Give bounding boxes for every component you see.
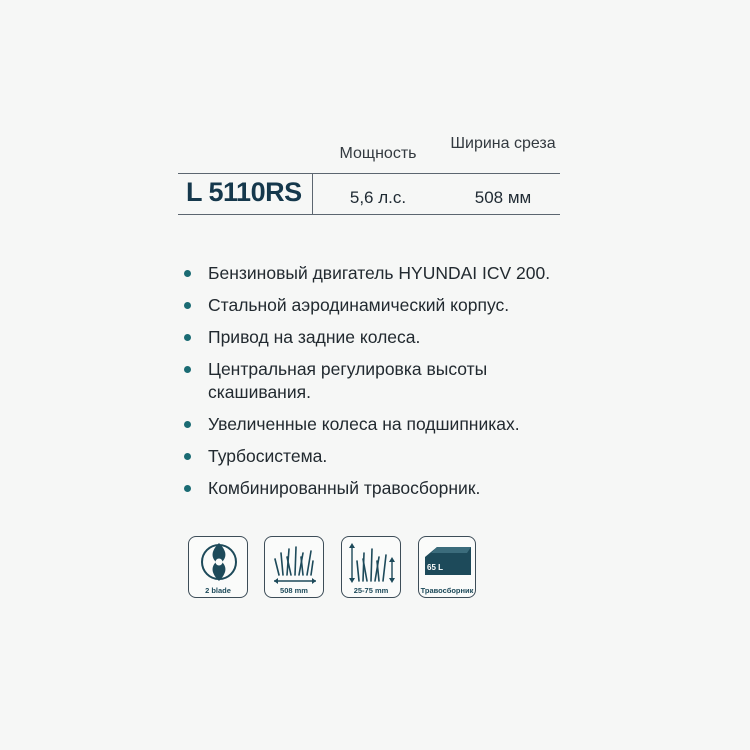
- list-item: [182, 358, 582, 404]
- cut-width-badge: [264, 536, 324, 598]
- grass-box-icon: [419, 537, 477, 587]
- table-divider-vertical: [312, 173, 313, 214]
- feature-text: Комбинированный травосборник.: [208, 478, 481, 498]
- grass-width-icon: [265, 537, 325, 587]
- bullet-icon: [184, 485, 191, 492]
- power-header: Мощность: [339, 145, 417, 162]
- feature-list: [182, 262, 582, 509]
- feature-icons: [188, 536, 488, 602]
- cut-height-caption: 25-75 mm: [353, 586, 389, 595]
- bullet-icon: [184, 334, 191, 341]
- grass-height-icon: [342, 537, 402, 587]
- power-value: 5,6 л.с.: [349, 188, 407, 207]
- feature-text: Бензиновый двигатель HYUNDAI ICV 200.: [208, 263, 551, 283]
- cut-width-header: Ширина среза: [450, 135, 556, 152]
- blade-badge: [188, 536, 248, 598]
- blade-icon: [189, 537, 249, 587]
- bullet-icon: [184, 302, 191, 309]
- bullet-icon: [184, 453, 191, 460]
- grass-box-caption: Травосборник: [420, 586, 474, 595]
- feature-text: Привод на задние колеса.: [208, 327, 421, 347]
- table-divider-bottom: [178, 214, 560, 215]
- list-item: [182, 294, 582, 317]
- list-item: [182, 326, 582, 349]
- model-name: L 5110RS: [186, 177, 302, 207]
- feature-text: Турбосистема.: [208, 446, 328, 466]
- feature-text: Стальной аэродинамический корпус.: [208, 295, 510, 315]
- list-item: [182, 445, 582, 468]
- table-divider-top: [178, 173, 560, 174]
- grass-box-badge: [418, 536, 476, 598]
- cut-height-badge: [341, 536, 401, 598]
- list-item: [182, 262, 582, 285]
- list-item: [182, 477, 582, 500]
- bullet-icon: [184, 366, 191, 373]
- cut-width-value: 508 мм: [474, 188, 532, 207]
- blade-caption: 2 blade: [205, 586, 231, 595]
- grass-box-volume: 65 L: [427, 563, 444, 572]
- feature-text: Центральная регулировка высоты скашивания.: [208, 359, 488, 402]
- bullet-icon: [184, 421, 191, 428]
- cut-width-caption: 508 mm: [280, 586, 308, 595]
- feature-text: Увеличенные колеса на подшипниках.: [208, 414, 520, 434]
- spec-table: [178, 132, 560, 218]
- list-item: [182, 413, 582, 436]
- bullet-icon: [184, 270, 191, 277]
